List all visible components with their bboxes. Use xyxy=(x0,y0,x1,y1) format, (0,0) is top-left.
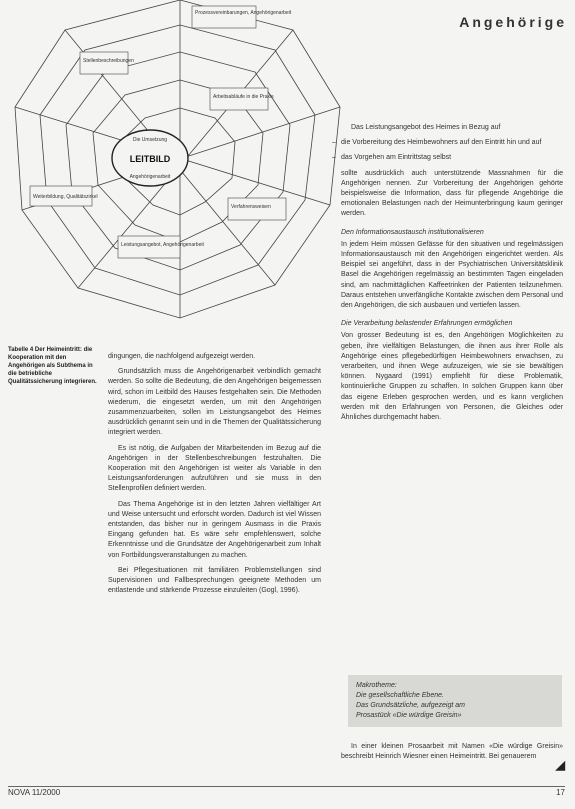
paragraph: Bei Pflegesituationen mit familiären Problemstellungen sind Supervisionen und Fallbesprechungen geeignete Methoden um entlastende und stärkende Prozesse einzuleiten (Gogl, 1996). xyxy=(108,566,321,595)
footer-issue: NOVA 11/2000 xyxy=(8,788,61,797)
paragraph: Das Leistungsangebot des Heimes in Bezug auf xyxy=(351,124,501,131)
web-label-5: Weiterbildung, Qualitätszirkel xyxy=(33,194,98,200)
footer-rule xyxy=(8,786,565,787)
page-number: 17 xyxy=(556,788,565,797)
web-center-title: LEITBILD xyxy=(129,154,171,164)
web-label-3: Arbeitsabläufe in die Praxis xyxy=(213,94,274,100)
text-column-right-end xyxy=(341,742,563,767)
table-caption: Tabelle 4 Der Heimeintritt: die Kooperation mit den Angehörigen als Subthema in die betriebliche Qualitätssicherung integrieren. xyxy=(8,347,97,385)
bullet-item: – die Vorbereitung des Heimbewohners auf den Eintritt hin und auf xyxy=(341,138,563,148)
web-label-6: Leistungsangebot, Angehörigenarbeit xyxy=(121,242,204,248)
box-line: Prosastück «Die würdige Greisin» xyxy=(356,712,462,719)
bullet-item: – das Vorgehen am Eintrittstag selbst xyxy=(341,153,563,163)
subheading: Die Verarbeitung belastender Erfahrungen ermöglichen xyxy=(341,320,513,328)
paragraph: Es ist nötig, die Aufgaben der Mitarbeitenden im Bezug auf die Angehörigen in der Stellenbeschreibungen festzuhalten. Die Kooperation mit den Angehörigen ist weiter als Variable in den Leistungsanforderungen aufzuführen und sie muss in den Stellenprofilen definiert werden. xyxy=(108,444,321,493)
web-label-2: Stellenbeschreibungen xyxy=(83,58,134,64)
paragraph: Das Thema Angehörige ist in den letzten Jahren vielfältiger Art und Weise untersucht und erforscht worden. Dadurch ist viel Wissen entstanden, das bisher nur in geringem Ausmass in die Praxis Eingang gefunden hat. Es wäre sehr empfehlenswert, solche Erkenntnisse und die Grundsätze der Angehörigenarbeit zum Inhalt von Fortbildungsveranstaltungen zu machen. xyxy=(108,500,321,559)
web-center-bottom: Angehörigenarbeit xyxy=(129,174,171,180)
paragraph: In einer kleinen Prosaarbeit mit Namen «Die würdige Greisin» beschreibt Heinrich Wiesner einen Heimeintritt. Bei genauerem xyxy=(341,743,563,761)
box-line: Das Grundsätzliche, aufgezeigt am xyxy=(356,702,465,709)
box-line: Die gesellschaftliche Ebene. xyxy=(356,692,444,699)
text-column-right xyxy=(341,123,563,428)
leitbild-web-diagram xyxy=(0,0,360,330)
web-label-1: Prozessvereinbarungen, Angehörigenarbeit xyxy=(195,10,292,16)
subheading: Den Informationsaustausch institutionalisieren xyxy=(341,228,484,236)
macro-theme-box xyxy=(348,675,562,727)
paragraph: sollte ausdrücklich auch unterstützende Massnahmen für die Angehörigen nennen. Zur Vorbereitung der Angehörigen gehörte beispielsweise die Information, dass für pflegende Angehörige die emotionalen Belastungen nach der Heimunterbringung kaum geringer werden. xyxy=(341,169,563,218)
paragraph: Von grosser Bedeutung ist es, den Angehörigen Möglichkeiten zu geben, ihre vielfältigen Belastungen, die ihnen aus ihrer Rolle als Angehörige eines pflegebedürftigen Heimbewohners erwachsen, zu verarbeiten, und ihnen Wege aufzuzeigen, wie sie sie bewältigen können. Nygaard (1991) empfiehlt für diese Problematik, kontinuierliche Gruppen zu schaffen. In solchen Gruppen kann über das eigene Erleben gesprochen werden, und es kann verglichen werden mit den Erfahrungen von Personen, die Gleiches oder Ähnliches durchgemacht haben. xyxy=(341,332,563,422)
web-label-4: Verfahrensweisen xyxy=(231,204,271,210)
web-center-top: Die Umsetzung xyxy=(132,137,168,143)
text-column-middle xyxy=(108,352,321,601)
continuation-mark-icon: ◢ xyxy=(555,758,565,772)
paragraph: In jedem Heim müssen Gefässe für den situativen und regelmässigen Informationsaustausch mit den Angehörigen eingerichtet werden. Als Beispiel sei angeführt, dass in der Psychiatrischen Universitätsklinik Basel die Angehörigen regelmässig an bestimmten Tagen eingeladen sind, am nachmittäglichen Kaffeetrinken der Patienten teilzunehmen. Daraus entstehen unverfängliche Kontakte zwischen dem Personal und den Angehörigen, die sich ausbauen und vertiefen lassen. xyxy=(341,240,563,310)
section-title: Angehörige xyxy=(459,14,567,30)
paragraph: dingungen, die nachfolgend aufgezeigt werden. xyxy=(108,353,256,360)
box-line: Makrotheme: xyxy=(356,682,397,689)
paragraph: Grundsätzlich muss die Angehörigenarbeit verbindlich gemacht werden. So sollte die Bedeutung, die den Angehörigen beigemessen wird, schon im Leitbild des Hauses festgehalten sein. Die Methoden wiederum, die eingesetzt werden, um mit den Angehörigen zusammenzuarbeiten, sollen im Leistungsangebot des Heimes ausdrücklich genannt sein und in die Themen der Qualitätssicherung integriert werden. xyxy=(108,368,321,437)
